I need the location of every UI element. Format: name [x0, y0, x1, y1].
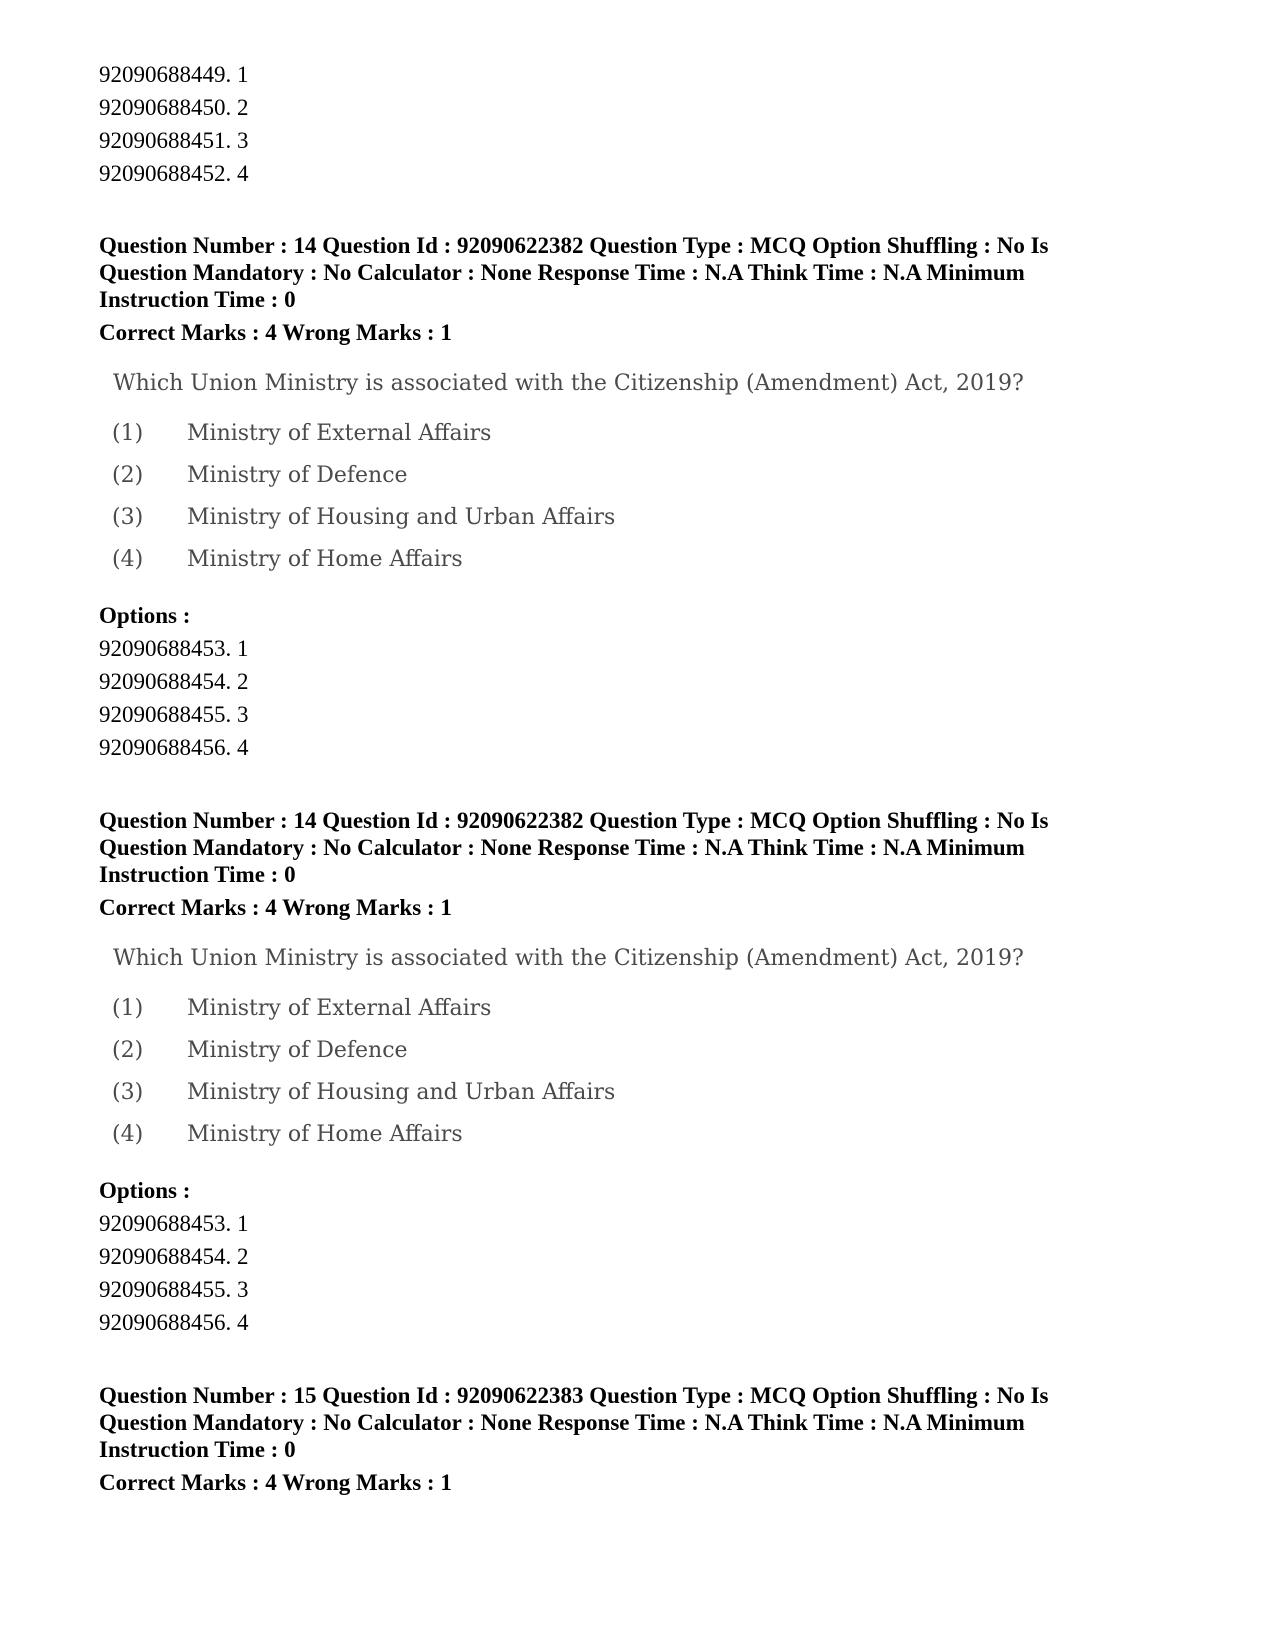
- choice-text: Ministry of External Affairs: [187, 421, 492, 446]
- question-meta-line: Instruction Time : 0: [99, 287, 296, 312]
- question-meta-line: Instruction Time : 0: [99, 862, 296, 887]
- option-id-line: 92090688455. 3: [99, 702, 249, 727]
- option-id-line: 92090688456. 4: [99, 735, 249, 760]
- options-label: Options :: [99, 603, 191, 628]
- question-meta-line: Question Number : 14 Question Id : 92090622382 Question Type : MCQ Option Shuffling : No Is: [99, 233, 1049, 258]
- choice-text: Ministry of Housing and Urban Affairs: [187, 1080, 616, 1105]
- option-id-line: 92090688456. 4: [99, 1310, 249, 1335]
- choice-number: (1): [112, 996, 144, 1021]
- choice-number: (2): [112, 1038, 144, 1063]
- question-meta-line: Question Number : 14 Question Id : 92090622382 Question Type : MCQ Option Shuffling : No Is: [99, 808, 1049, 833]
- choice-text: Ministry of External Affairs: [187, 996, 492, 1021]
- option-id-line: 92090688449. 1: [99, 62, 249, 87]
- choice-text: Ministry of Housing and Urban Affairs: [187, 505, 616, 530]
- marks-line: Correct Marks : 4 Wrong Marks : 1: [99, 895, 452, 920]
- question-meta-line: Question Mandatory : No Calculator : None Response Time : N.A Think Time : N.A Minimum: [99, 260, 1025, 285]
- choice-number: (3): [112, 505, 144, 530]
- choice-text: Ministry of Defence: [187, 1038, 408, 1063]
- choice-text: Ministry of Home Affairs: [187, 547, 463, 572]
- option-id-line: 92090688454. 2: [99, 1244, 249, 1269]
- option-id-line: 92090688453. 1: [99, 1211, 249, 1236]
- choice-number: (2): [112, 463, 144, 488]
- option-id-line: 92090688455. 3: [99, 1277, 249, 1302]
- choice-number: (4): [112, 1122, 144, 1147]
- option-id-line: 92090688451. 3: [99, 128, 249, 153]
- question-text: Which Union Ministry is associated with the Citizenship (Amendment) Act, 2019?: [113, 371, 1024, 396]
- marks-line: Correct Marks : 4 Wrong Marks : 1: [99, 320, 452, 345]
- choice-text: Ministry of Defence: [187, 463, 408, 488]
- question-meta-line: Question Mandatory : No Calculator : None Response Time : N.A Think Time : N.A Minimum: [99, 835, 1025, 860]
- option-id-line: 92090688453. 1: [99, 636, 249, 661]
- options-label: Options :: [99, 1178, 191, 1203]
- question-meta-line: Instruction Time : 0: [99, 1437, 296, 1462]
- option-id-line: 92090688454. 2: [99, 669, 249, 694]
- option-id-line: 92090688450. 2: [99, 95, 249, 120]
- choice-number: (4): [112, 547, 144, 572]
- question-meta-line: Question Mandatory : No Calculator : None Response Time : N.A Think Time : N.A Minimum: [99, 1410, 1025, 1435]
- option-id-line: 92090688452. 4: [99, 161, 249, 186]
- question-meta-line: Question Number : 15 Question Id : 92090622383 Question Type : MCQ Option Shuffling : No Is: [99, 1383, 1049, 1408]
- question-text: Which Union Ministry is associated with the Citizenship (Amendment) Act, 2019?: [113, 946, 1024, 971]
- choice-number: (1): [112, 421, 144, 446]
- choice-text: Ministry of Home Affairs: [187, 1122, 463, 1147]
- choice-number: (3): [112, 1080, 144, 1105]
- marks-line: Correct Marks : 4 Wrong Marks : 1: [99, 1470, 452, 1495]
